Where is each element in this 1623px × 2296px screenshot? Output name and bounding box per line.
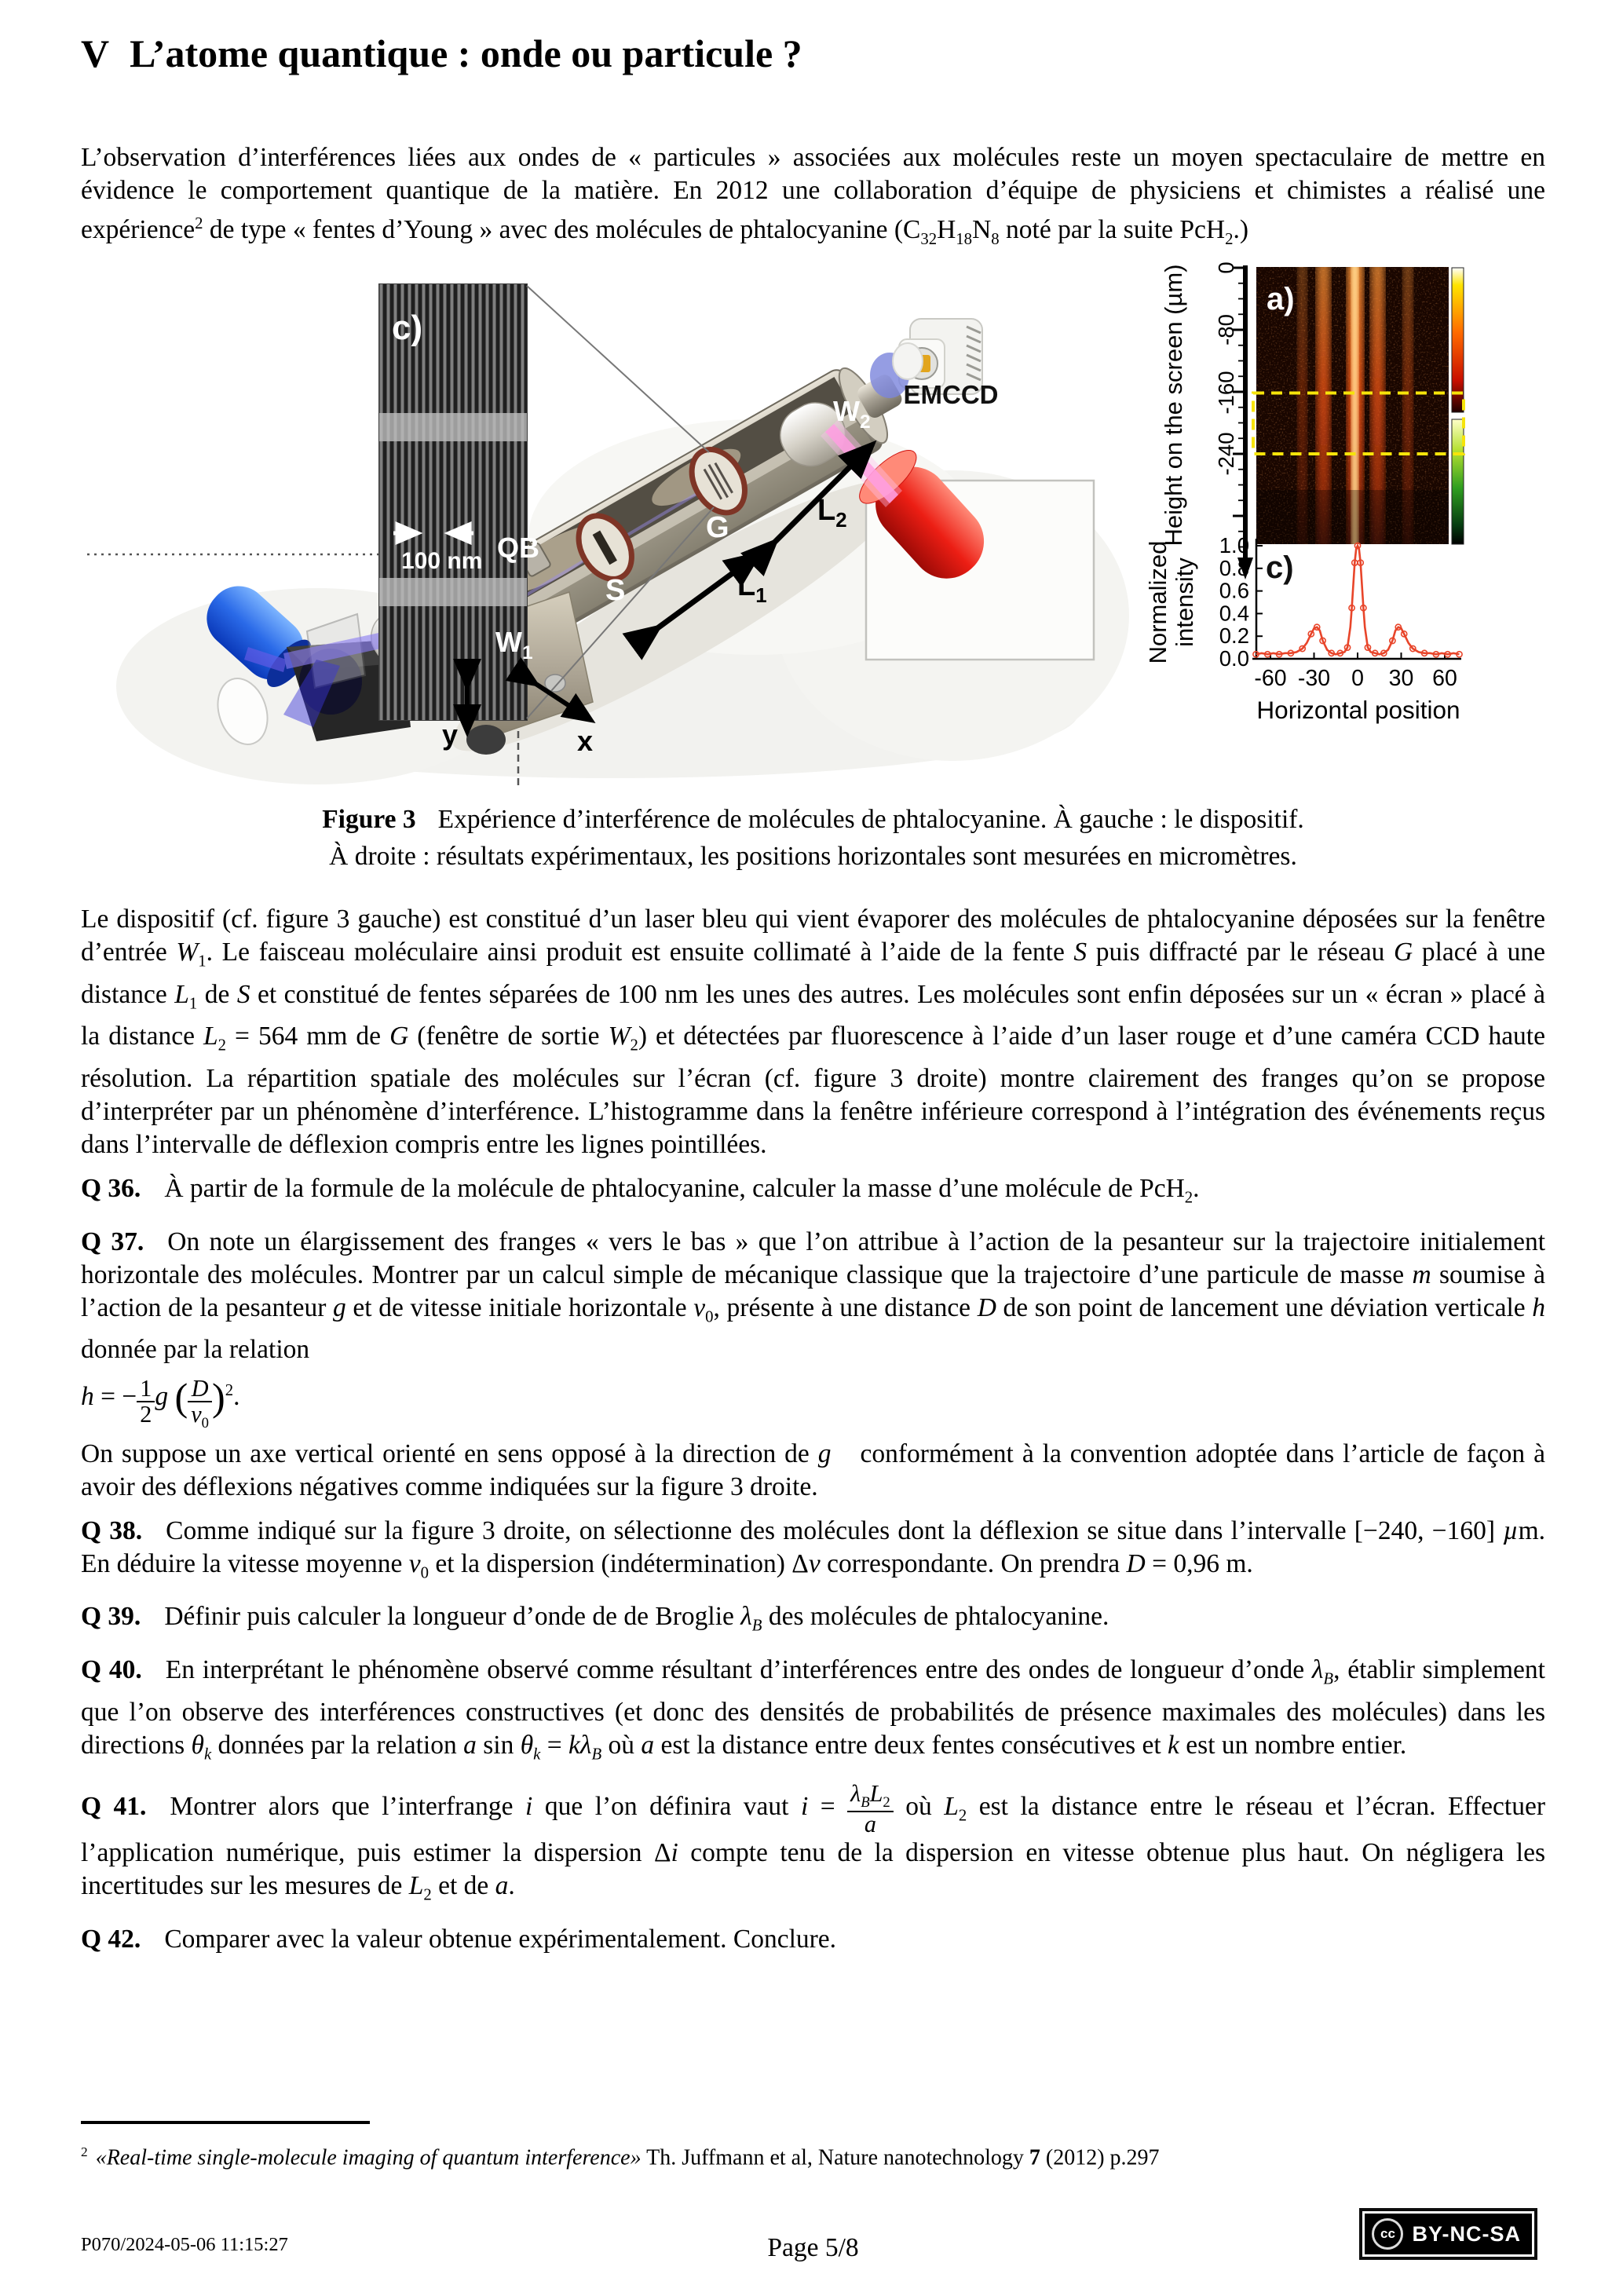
c-ylabel-line2: intensity bbox=[1171, 557, 1198, 647]
l2-label: $L_2$ bbox=[817, 493, 847, 532]
question-38 bbox=[81, 1515, 1545, 1590]
c-xtick-label: -60 bbox=[1254, 665, 1287, 691]
panel-a-heatmap bbox=[1160, 261, 1464, 579]
s-label: S bbox=[605, 573, 626, 607]
x-label: x bbox=[577, 724, 594, 757]
page-number: Page 5/8 bbox=[767, 2233, 859, 2262]
w2-label: $W_2$ bbox=[833, 394, 871, 433]
section-number: V bbox=[81, 31, 110, 75]
question-text: À partir de la formule de la molécule de phtalocyanine, calculer la masse d’une molécule de PcH$_2$. bbox=[164, 1173, 1200, 1207]
footnote bbox=[81, 2137, 1545, 2172]
section-heading bbox=[81, 31, 1545, 75]
device-paragraph: Le dispositif (cf. figure 3 gauche) est constitué d’un laser bleu qui vient évaporer des molécules de phtalocyanine déposées sur la fenêtre d’entrée $W_1$. Le faisceau moléculaire ainsi produit est ensuite collimaté à l’aide de la fente S puis diffracté par le réseau G placé à une distance $L_1$ de S et constitué de fentes séparées de 100 nm les unes des autres. Les molécules sont enfin déposées sur un « écran » placé à la distance $L_2 = 564$ mm de G (fenêtre de sortie $W_2$) et détectées par fluorescence à l’aide d’un laser rouge et d’une caméra CCD haute résolution. La répartition spatiale des molécules sur l’écran (cf. figure 3 droite) montre clairement des franges qu’on se propose d’interpréter par un phénomène d’interférence. L’histogramme dans la fenêtre inférieure correspond à l’intégration des événements reçus dans l’intervalle de déflexion compris entre les lignes pointillées. bbox=[81, 904, 1546, 1159]
footer-timestamp: P070/2024-05-06 11:15:27 bbox=[81, 2234, 288, 2255]
c-ytick-label: 1.0 bbox=[1219, 532, 1249, 558]
colorbar-bottom bbox=[1452, 419, 1464, 544]
a-tick-160: -160 bbox=[1214, 371, 1238, 415]
axis-convention-paragraph: On suppose un axe vertical orienté en sens opposé à la direction de g⃗ conformément à la convention adoptée dans l’article de façon à avoir des déflexions négatives comme indiquées sur la figure 3 droite. bbox=[81, 1439, 1545, 1501]
question-label: Q 38. bbox=[81, 1515, 143, 1545]
a-panel-label: a) bbox=[1267, 281, 1295, 316]
formula-deflection: h = − $\frac{1}{2}$ g ( $\frac{D}{v_0}$ )$^2$. bbox=[81, 1374, 240, 1432]
lens-disc bbox=[893, 343, 923, 379]
license-text: BY-NC-SA bbox=[1412, 2222, 1521, 2246]
c-ytick-label: 0.8 bbox=[1219, 555, 1249, 580]
question-text: En interprétant le phénomène observé comme résultant d’interférences entre des ondes de longueur d’onde $\lambda_B$, établir simplement que l’on observe des interférences constructives (et donc des densités de probabilités de présence maximales des molécules) dans les directions $\theta_k$ données par la relation a $\sin \theta_k = k\lambda_B$ où a est la distance entre deux fentes consécutives et k est un nombre entier. bbox=[81, 1654, 1545, 1764]
colorbar-top bbox=[1452, 268, 1464, 412]
question-label: Q 42. bbox=[81, 1924, 141, 1954]
c-ytick-label: 0.0 bbox=[1219, 645, 1249, 671]
panel-c-line-chart bbox=[1144, 533, 1462, 724]
a-tick-80: -80 bbox=[1214, 313, 1238, 345]
license-badge bbox=[1359, 2208, 1537, 2260]
question-label: Q 40. bbox=[81, 1654, 142, 1684]
scale-label: 100 nm bbox=[401, 547, 483, 574]
figure-caption-line1: Figure 3 Expérience d’interférence de molécules de phtalocyanine. À gauche : le dispositif. bbox=[322, 804, 1304, 834]
footnote-rule bbox=[81, 2121, 370, 2124]
question-37 bbox=[81, 1226, 1545, 1367]
section-title: L’atome quantique : onde ou particule ? bbox=[130, 31, 802, 75]
c-xtick-label: 0 bbox=[1351, 665, 1364, 691]
experimental-results bbox=[1142, 254, 1582, 726]
question-42 bbox=[81, 1923, 1545, 1956]
question-41 bbox=[81, 1782, 1545, 1912]
question-label: Q 37. bbox=[81, 1227, 144, 1256]
c-xlabel: Horizontal position bbox=[1256, 695, 1460, 724]
c-xtick-label: -30 bbox=[1297, 665, 1331, 691]
c-ytick-label: 0.4 bbox=[1219, 601, 1249, 626]
question-40 bbox=[81, 1654, 1545, 1771]
c-panel-label: c) bbox=[1266, 550, 1294, 585]
c-ytick-label: 0.2 bbox=[1219, 623, 1249, 649]
apparatus-diagram bbox=[81, 278, 1142, 792]
question-text: On note un élargissement des franges « vers le bas » que l’on attribue à l’action de la pesanteur sur la trajectoire initialement horizontale des molécules. Montrer par un calcul simple de mécanique classique que la trajectoire d’une particule de masse m soumise à l’action de la pesanteur g et de vitesse initiale horizontale $v_0$, présente à une distance D de son point de lancement une déviation verticale h donnée par la relation bbox=[81, 1227, 1546, 1365]
question-label: Q 36. bbox=[81, 1173, 141, 1203]
g-label: G bbox=[706, 510, 729, 544]
question-text: Définir puis calculer la longueur d’onde de de Broglie $\lambda_B$ des molécules de phtalocyanine. bbox=[164, 1602, 1109, 1635]
figure-caption-label: Figure 3 bbox=[322, 804, 416, 834]
l1-label: $L_1$ bbox=[737, 569, 767, 607]
question-39 bbox=[81, 1600, 1545, 1643]
question-text: Comparer avec la valeur obtenue expérimentalement. Conclure. bbox=[164, 1924, 837, 1954]
c-ytick-label: 0.6 bbox=[1219, 578, 1249, 603]
figure-caption-line2: À droite : résultats expérimentaux, les positions horizontales sont mesurées en micromètres. bbox=[329, 841, 1297, 871]
inset-connector-top bbox=[527, 286, 709, 452]
a-tick-0: 0 bbox=[1214, 261, 1238, 274]
question-label: Q 39. bbox=[81, 1602, 141, 1632]
w1-label: $W_1$ bbox=[495, 625, 533, 664]
a-ylabel: Height on the screen (µm) bbox=[1160, 264, 1187, 547]
inset-label: c) bbox=[392, 308, 423, 347]
footnote-marker: 2 bbox=[81, 2144, 88, 2159]
figure-3 bbox=[81, 261, 1545, 792]
a-tick-240: -240 bbox=[1214, 432, 1238, 476]
figure-caption bbox=[148, 801, 1478, 875]
c-ylabel-line1: Normalized bbox=[1144, 540, 1172, 664]
question-36 bbox=[81, 1172, 1545, 1215]
y-label: y bbox=[442, 718, 459, 751]
emccd-label: EMCCD bbox=[903, 379, 999, 409]
question-label: Q 41. bbox=[81, 1792, 147, 1822]
question-text: Montrer alors que l’interfrange i que l’on définira vaut i = $\frac{\lambda_BL_2}{a}$ où $L_2$ est la distance entre le réseau et l’écran. Effectuer l’application numérique, puis estimer la dispersion Δi compte tenu de la dispersion en vitesse obtenue plus haut. On négligera les incertitudes sur les mesures de $L_2$ et de a. bbox=[81, 1780, 1545, 1904]
question-text: Comme indiqué sur la figure 3 droite, on sélectionne des molécules dont la déflexion se situe dans l’intervalle [−240, −160] µm. En déduire la vitesse moyenne $v_0$ et la dispersion (indétermination) Δv correspondante. On prendra D = 0,96 m. bbox=[81, 1515, 1545, 1582]
c-xtick-label: 60 bbox=[1432, 665, 1457, 691]
c-xtick-label: 30 bbox=[1388, 665, 1414, 691]
intro-paragraph: L’observation d’interférences liées aux ondes de « particules » associées aux molécules reste un moyen spectaculaire de mettre en évidence le comportement quantique de la matière. En 2012 une collaboration d’équipe de physiciens et chimistes a réalisé une expérience$^2$ de type « fentes d’Young » avec des molécules de phtalocyanine ($C_{32}H_{18}N_8$ noté par la suite PcH$_2$.) bbox=[81, 143, 1545, 248]
page-footer bbox=[81, 2205, 1545, 2268]
footnote-text: «Real-time single-molecule imaging of quantum interference» Th. Juffmann et al, Nature nanotechnology 7 (2012) p.297 bbox=[95, 2145, 1160, 2170]
cc-icon: cc bbox=[1372, 2218, 1403, 2250]
qb-label: QB bbox=[497, 531, 539, 564]
